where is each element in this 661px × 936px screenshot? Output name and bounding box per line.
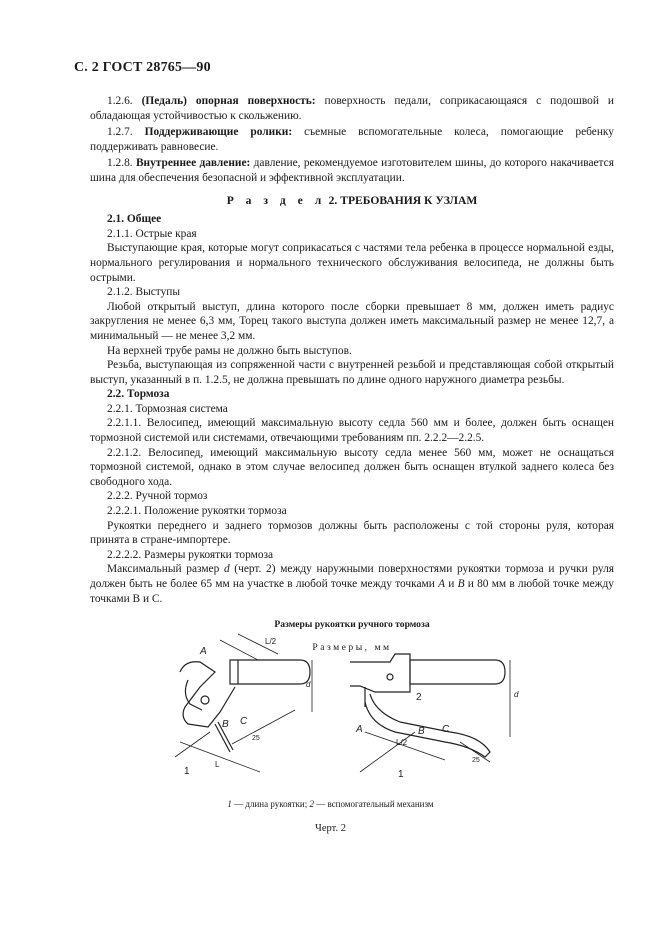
figure-number: Черт. 2 [315, 823, 346, 834]
label-C-right: C [442, 724, 450, 735]
right-lever-body [365, 694, 490, 757]
figure-caption: 1 — длина рукоятки; 2 — вспомогательный механизм [227, 799, 434, 809]
right-grip [410, 660, 505, 684]
paragraph-2-2-2-2: Максимальный размер d (черт. 2) между наружными поверхностями рукоятки тормоза и ручки руля должен быть не более 65 мм на участке в любой точке между точками A и B и 80 мм в любой точке между точками В и С. [90, 563, 615, 605]
figure-units: Размеры, мм [312, 641, 392, 653]
dim-25-right: 25 [472, 757, 480, 764]
heading-2-2-2: 2.2.2. Ручной тормоз [107, 490, 208, 503]
label-1-right: 1 [398, 769, 404, 780]
page-content [90, 94, 614, 655]
heading-2-2-2-1: 2.2.2.1. Положение рукоятки тормоза [107, 505, 287, 518]
dim-L2-right: L/2 [396, 738, 408, 747]
label-2-right: 2 [416, 692, 422, 703]
page-header: С. 2 ГОСТ 28765—90 [74, 60, 211, 75]
label-1-left: 1 [184, 766, 190, 777]
label-B-right: B [418, 726, 425, 737]
section-2-title: Р а з д е л 2. ТРЕБОВАНИЯ К УЗЛАМ [226, 193, 478, 207]
label-C-left: C [240, 716, 248, 727]
dim-L2-left: L/2 [265, 637, 277, 646]
heading-2-1-2: 2.1.2. Выступы [107, 286, 181, 299]
paragraph-1-2-7: 1.2.7. Поддерживающие ролики: съемные вспомогательные колеса, помогающие ребенку поддерживать равновесие. [90, 126, 614, 153]
heading-2-2-1: 2.2.1. Тормозная система [107, 402, 228, 415]
dim-d-right: d [514, 690, 519, 699]
heading-2-1-1: 2.1.1. Острые края [107, 227, 197, 240]
label-B-left: B [222, 719, 229, 730]
paragraph-1-2-8: 1.2.8. Внутреннее давление: давление, рекомендуемое изготовителем шины, до которого накачивается шина для обеспечения безопасной и эффективной эксплуатации. [90, 157, 614, 184]
label-A-left: A [200, 646, 207, 657]
left-grip [230, 660, 310, 684]
dim-25-left: 25 [252, 735, 260, 742]
label-A-right: A [356, 724, 363, 735]
paragraph-1-2-6: 1.2.6. (Педаль) опорная поверхность: поверхность педали, соприкасающаяся с подошвой и обладающая устойчивостью к скольжению. [90, 95, 614, 122]
figure-title: Размеры рукоятки ручного тормоза [274, 619, 430, 631]
heading-2-1: 2.1. Общее [107, 213, 162, 226]
left-lever-body [180, 662, 235, 727]
paragraph-2-1-2-c: Резьба, выступающая из сопряженной части с внутренней резьбой и представляющая собой открытый выступ, указанный в п. 1.2.5, не должна превышать по длине одного наружного диаметра резьбы. [90, 359, 614, 386]
paragraph-2-2-1-1: 2.2.1.1. Велосипед, имеющий максимальную высоту седла 560 мм и более, должен быть оснащен тормозной системой или системами, отвечающими требованиям пп. 2.2.2—2.2.5. [90, 417, 614, 445]
heading-2-2-2-2: 2.2.2.2. Размеры рукоятки тормоза [107, 548, 274, 561]
dim-L-left: L [215, 760, 220, 769]
paragraph-2-1-2-b: На верхней трубе рамы не должно быть выступов. [107, 344, 352, 357]
paragraph-2-2-2-1: Рукоятки переднего и заднего тормозов должны быть расположены с той стороны руля, которая принята в стране-импортере. [90, 519, 614, 547]
dim-d-left: d [306, 680, 311, 689]
heading-2-2: 2.2. Тормоза [107, 388, 170, 401]
brake-lever-drawing [160, 632, 540, 792]
paragraph-2-1-2-a: Любой открытый выступ, длина которого после сборки превышает 8 мм, должен иметь радиус закругления не менее 6,3 мм, Торец такого выступа должен иметь максимальный размер не менее 12,7, а минимальный — не менее 3,2 мм. [90, 300, 614, 342]
paragraph-2-2-1-2: 2.2.1.2. Велосипед, имеющий максимальную высоту седла менее 560 мм, может не оснащаться тормозной системой, однако в этом случае велосипед должен быть оснащен втулкой заднего колеса без свободного хода. [90, 446, 614, 488]
paragraph-2-1-1: Выступающие края, которые могут соприкасаться с частями тела ребенка в процессе нормальной езды, нормального регулирования и нормального технического обслуживания велосипеда, не должны быть острыми. [90, 242, 614, 284]
right-clamp [350, 654, 410, 692]
